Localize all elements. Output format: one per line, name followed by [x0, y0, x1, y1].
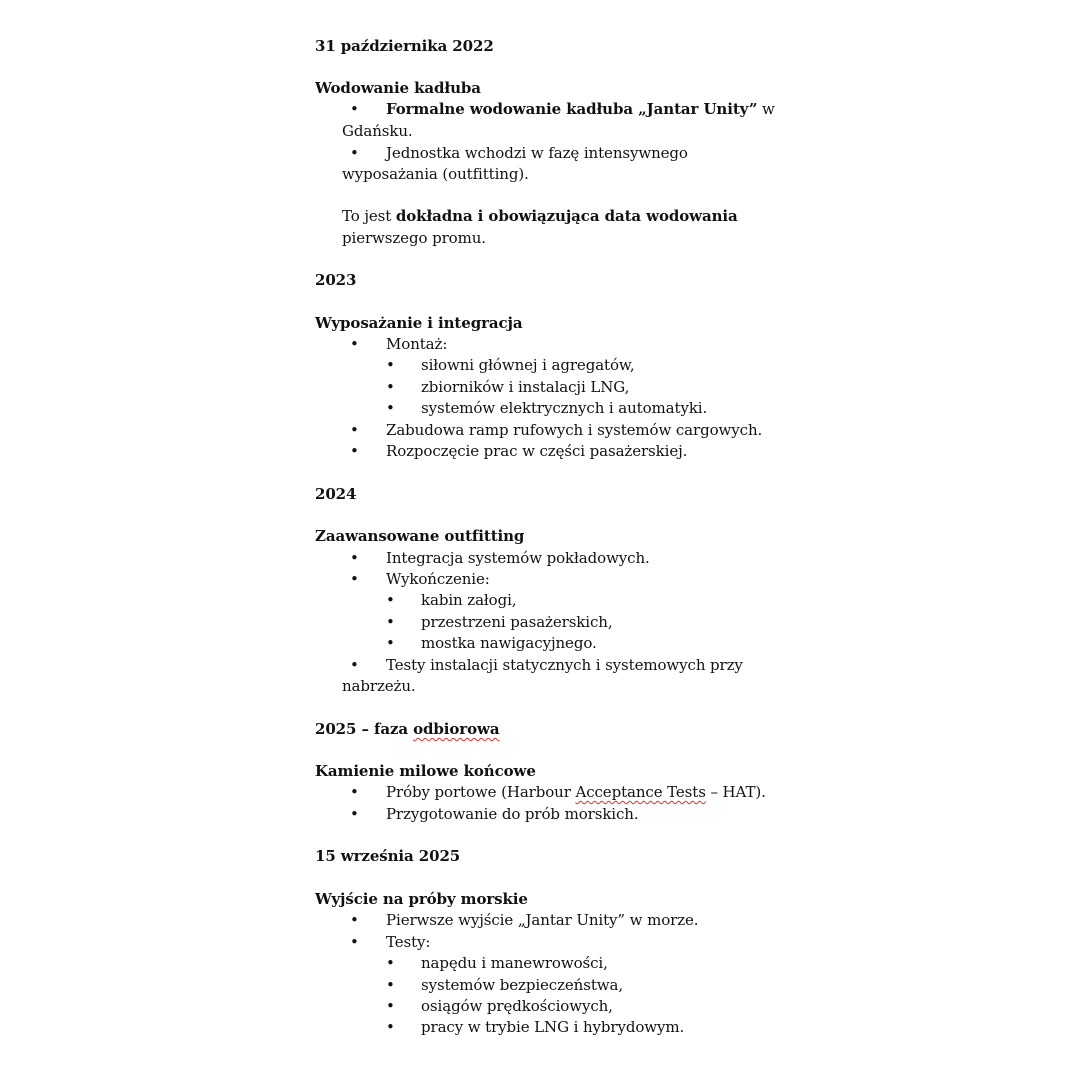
sub-list-item: siłowni głównej i agregatów, [421, 356, 635, 374]
list-item: Testy: [386, 933, 431, 951]
list-item-text: – HAT). [705, 783, 766, 801]
list-item: Pierwsze wyjście „Jantar Unity” w morze. [386, 911, 699, 929]
year-heading-2024: 2024 [315, 485, 357, 503]
sub-bullet: • [386, 613, 395, 631]
spellcheck-word[interactable]: Acceptance Tests [575, 783, 706, 801]
bullet: • [350, 549, 359, 567]
sub-list-item: pracy w trybie LNG i hybrydowym. [421, 1018, 685, 1036]
bullet: • [350, 570, 359, 588]
list-item-continuation: nabrzeżu. [342, 677, 416, 695]
date-heading-sea-trials: 15 września 2025 [315, 847, 461, 865]
sub-bullet: • [386, 954, 395, 972]
year-heading-2025 [315, 719, 499, 740]
section-heading-launch: Wodowanie kadłuba [315, 79, 481, 97]
list-item-text: Próby portowe (Harbour [386, 783, 576, 801]
sub-bullet: • [386, 1018, 395, 1036]
list-item [386, 99, 775, 120]
list-item: Przygotowanie do prób morskich. [386, 805, 639, 823]
sub-list-item: systemów elektrycznych i automatyki. [421, 399, 708, 417]
sub-list-item: napędu i manewrowości, [421, 954, 608, 972]
section-heading-milestones: Kamienie milowe końcowe [315, 762, 536, 780]
year-heading-text: 2025 – faza [315, 720, 414, 738]
list-item: Jednostka wchodzi w fazę intensywnego [386, 144, 688, 162]
bullet: • [350, 100, 359, 118]
list-item-text: w [757, 100, 775, 118]
note-paragraph-continuation: pierwszego promu. [342, 229, 486, 247]
spellcheck-word[interactable]: odbiorowa [413, 720, 500, 738]
date-heading-2022: 31 października 2022 [315, 37, 494, 55]
list-item: Wykończenie: [386, 570, 490, 588]
sub-bullet: • [386, 997, 395, 1015]
bullet: • [350, 144, 359, 162]
list-item-continuation: wyposażania (outfitting). [342, 165, 529, 183]
bullet: • [350, 656, 359, 674]
note-text: To jest [342, 207, 396, 225]
sub-list-item: osiągów prędkościowych, [421, 997, 613, 1015]
list-item-bold: Formalne wodowanie kadłuba „Jantar Unity” [386, 100, 758, 118]
section-heading-advanced-outfitting: Zaawansowane outfitting [315, 527, 525, 545]
sub-bullet: • [386, 356, 395, 374]
list-item: Montaż: [386, 335, 448, 353]
sub-list-item: zbiorników i instalacji LNG, [421, 378, 630, 396]
year-heading-2023: 2023 [315, 271, 357, 289]
sub-list-item: kabin załogi, [421, 591, 517, 609]
note-bold: dokładna i obowiązująca data wodowania [395, 207, 738, 225]
note-paragraph [342, 206, 738, 227]
sub-bullet: • [386, 399, 395, 417]
bullet: • [350, 421, 359, 439]
bullet: • [350, 805, 359, 823]
section-heading-outfitting: Wyposażanie i integracja [315, 314, 523, 332]
sub-list-item: systemów bezpieczeństwa, [421, 976, 624, 994]
list-item: Integracja systemów pokładowych. [386, 549, 650, 567]
bullet: • [350, 442, 359, 460]
sub-list-item: mostka nawigacyjnego. [421, 634, 597, 652]
list-item: Rozpoczęcie prac w części pasażerskiej. [386, 442, 688, 460]
list-item: Testy instalacji statycznych i systemowych przy [386, 656, 743, 674]
list-item: Zabudowa ramp rufowych i systemów cargowych. [386, 421, 763, 439]
list-item [386, 782, 766, 803]
bullet: • [350, 933, 359, 951]
section-heading-sea-trials: Wyjście na próby morskie [315, 890, 528, 908]
sub-bullet: • [386, 378, 395, 396]
sub-list-item: przestrzeni pasażerskich, [421, 613, 613, 631]
bullet: • [350, 335, 359, 353]
list-item-continuation: Gdańsku. [342, 122, 413, 140]
sub-bullet: • [386, 591, 395, 609]
sub-bullet: • [386, 634, 395, 652]
sub-bullet: • [386, 976, 395, 994]
bullet: • [350, 911, 359, 929]
bullet: • [350, 783, 359, 801]
